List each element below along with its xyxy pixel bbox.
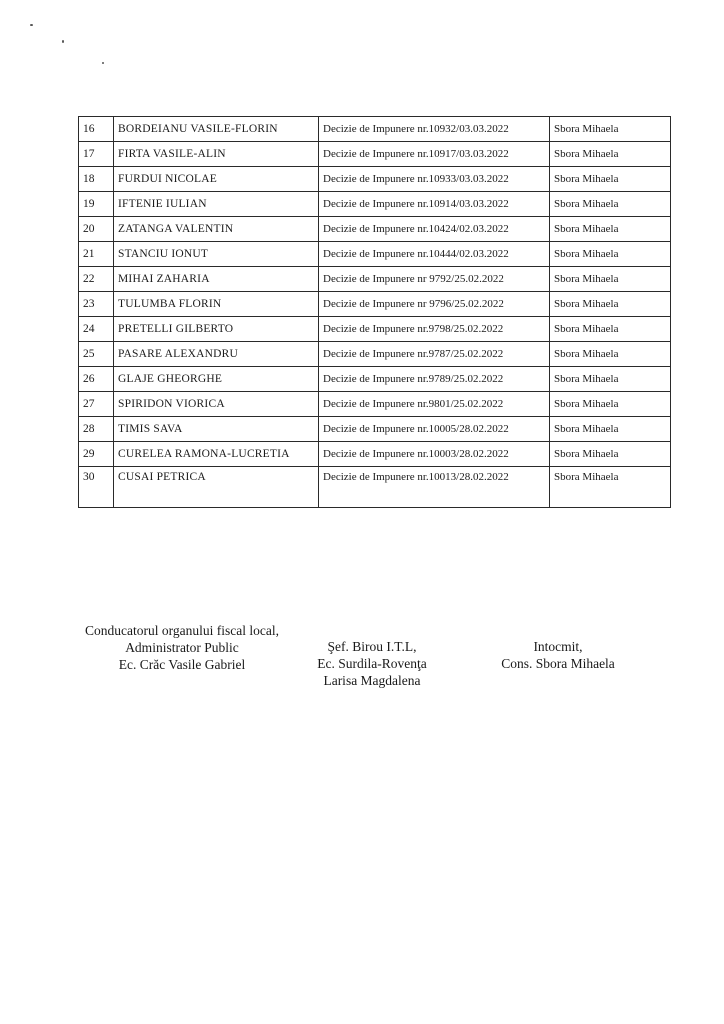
row-number-cell: 23 [79,292,114,317]
table-row [79,267,671,292]
table-row [79,442,671,467]
decision-cell: Decizie de Impunere nr.9789/25.02.2022 [319,367,550,392]
decision-cell: Decizie de Impunere nr.9798/25.02.2022 [319,317,550,342]
row-number-cell: 24 [79,317,114,342]
taxpayer-name-cell: SPIRIDON VIORICA [114,392,319,417]
table-row [79,417,671,442]
scan-speck [30,24,33,26]
taxpayer-name-cell: FIRTA VASILE-ALIN [114,142,319,167]
officer-cell: Sbora Mihaela [550,342,671,367]
table-row [79,242,671,267]
officer-cell: Sbora Mihaela [550,317,671,342]
decision-cell: Decizie de Impunere nr.10005/28.02.2022 [319,417,550,442]
taxpayer-name-cell: CURELEA RAMONA-LUCRETIA [114,442,319,467]
taxpayer-name-cell: TIMIS SAVA [114,417,319,442]
officer-cell: Sbora Mihaela [550,392,671,417]
row-number-cell: 28 [79,417,114,442]
signature-role: Conducatorul organului fiscal local, [85,623,279,638]
table-row [79,342,671,367]
officer-cell: Sbora Mihaela [550,367,671,392]
decision-cell: Decizie de Impunere nr 9796/25.02.2022 [319,292,550,317]
officer-cell: Sbora Mihaela [550,292,671,317]
table-row [79,467,671,508]
decision-cell: Decizie de Impunere nr 9792/25.02.2022 [319,267,550,292]
taxpayer-name-cell: PRETELLI GILBERTO [114,317,319,342]
signature-block-local-tax-head [72,622,292,673]
table-row [79,317,671,342]
taxpayer-name-cell: FURDUI NICOLAE [114,167,319,192]
officer-cell: Sbora Mihaela [550,267,671,292]
taxpayer-name-cell: ZATANGA VALENTIN [114,217,319,242]
row-number-cell: 22 [79,267,114,292]
row-number-cell: 27 [79,392,114,417]
officer-cell: Sbora Mihaela [550,117,671,142]
signature-name: Ec. Surdila-Rovenţa [317,656,427,671]
decision-cell: Decizie de Impunere nr.10013/28.02.2022 [319,467,550,508]
taxpayer-name-cell: PASARE ALEXANDRU [114,342,319,367]
scan-speck [102,62,104,64]
table-row [79,292,671,317]
signature-block-office-head [292,638,452,689]
taxpayer-name-cell: GLAJE GHEORGHE [114,367,319,392]
signature-name: Cons. Sbora Mihaela [501,656,615,671]
taxpayer-name-cell: IFTENIE IULIAN [114,192,319,217]
row-number-cell: 21 [79,242,114,267]
decision-cell: Decizie de Impunere nr.10914/03.03.2022 [319,192,550,217]
decision-cell: Decizie de Impunere nr.10444/02.03.2022 [319,242,550,267]
officer-cell: Sbora Mihaela [550,417,671,442]
signature-block-prepared-by [478,638,638,672]
table-row [79,117,671,142]
officer-cell: Sbora Mihaela [550,192,671,217]
row-number-cell: 20 [79,217,114,242]
table-row [79,367,671,392]
taxpayer-name-cell: MIHAI ZAHARIA [114,267,319,292]
decision-cell: Decizie de Impunere nr.10932/03.03.2022 [319,117,550,142]
signature-name-continued: Larisa Magdalena [323,673,421,688]
officer-cell: Sbora Mihaela [550,242,671,267]
scan-speck [62,40,64,43]
officer-cell: Sbora Mihaela [550,467,671,508]
decision-cell: Decizie de Impunere nr.10917/03.03.2022 [319,142,550,167]
decision-cell: Decizie de Impunere nr.10933/03.03.2022 [319,167,550,192]
table-row [79,167,671,192]
row-number-cell: 16 [79,117,114,142]
decision-cell: Decizie de Impunere nr.10424/02.03.2022 [319,217,550,242]
taxpayer-name-cell: TULUMBA FLORIN [114,292,319,317]
decision-cell: Decizie de Impunere nr.9787/25.02.2022 [319,342,550,367]
officer-cell: Sbora Mihaela [550,217,671,242]
taxpayer-name-cell: BORDEIANU VASILE-FLORIN [114,117,319,142]
signature-role: Şef. Birou I.T.L, [327,639,417,654]
row-number-cell: 30 [79,467,114,508]
officer-cell: Sbora Mihaela [550,142,671,167]
row-number-cell: 29 [79,442,114,467]
officer-cell: Sbora Mihaela [550,167,671,192]
decision-cell: Decizie de Impunere nr.10003/28.02.2022 [319,442,550,467]
row-number-cell: 25 [79,342,114,367]
table-row [79,217,671,242]
table-row [79,392,671,417]
row-number-cell: 26 [79,367,114,392]
row-number-cell: 17 [79,142,114,167]
table-row [79,142,671,167]
table-row [79,192,671,217]
taxpayer-name-cell: STANCIU IONUT [114,242,319,267]
table-body [79,117,671,508]
signature-role: Intocmit, [533,639,583,654]
taxpayer-name-cell: CUSAI PETRICA [114,467,319,508]
signature-name: Ec. Crăc Vasile Gabriel [118,657,246,672]
decision-cell: Decizie de Impunere nr.9801/25.02.2022 [319,392,550,417]
signature-title: Administrator Public [125,640,239,655]
tax-decisions-table [78,116,671,508]
officer-cell: Sbora Mihaela [550,442,671,467]
row-number-cell: 19 [79,192,114,217]
row-number-cell: 18 [79,167,114,192]
